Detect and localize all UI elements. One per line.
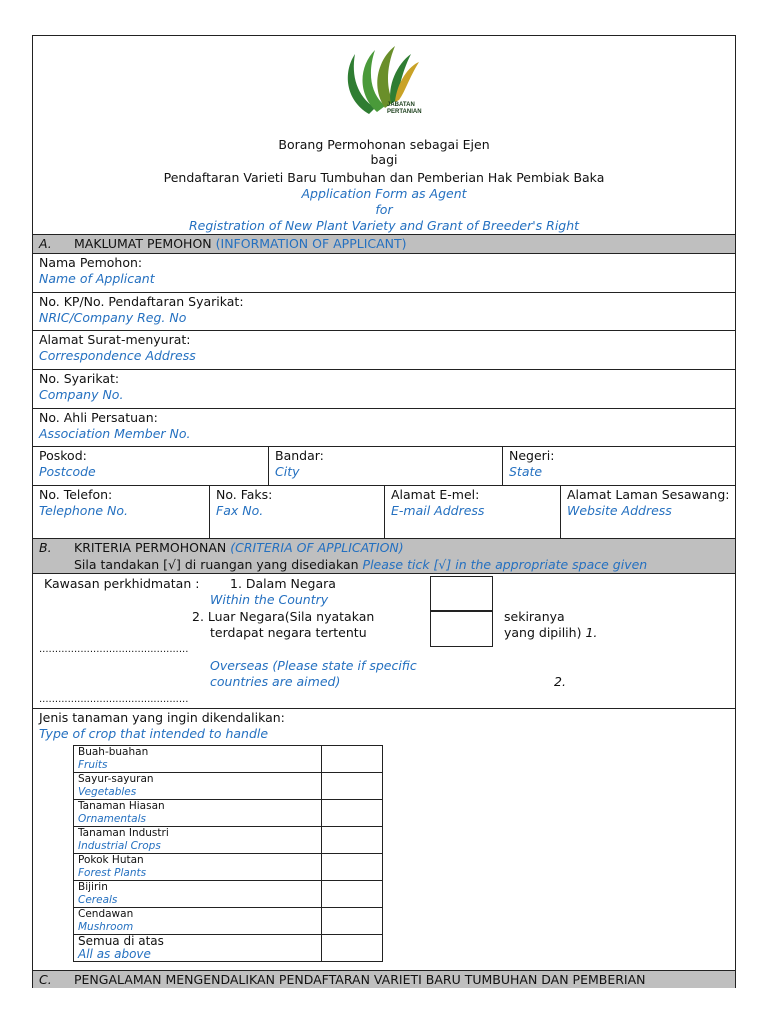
crop-checkbox[interactable] bbox=[322, 827, 383, 854]
crop-label-en: Ornamentals bbox=[78, 812, 146, 825]
field-label-en: NRIC/Company Reg. No bbox=[39, 310, 187, 325]
option-overseas-en: Overseas (Please state if specific bbox=[210, 658, 417, 673]
crop-row-cereals bbox=[74, 881, 383, 908]
crop-label-en: Fruits bbox=[78, 758, 108, 771]
country-number-1: 1. bbox=[585, 625, 598, 640]
crop-row-all bbox=[74, 935, 383, 962]
field-label-en: Company No. bbox=[39, 387, 124, 402]
service-area-label: Kawasan perkhidmatan : bbox=[44, 576, 200, 591]
field-fax[interactable] bbox=[209, 486, 384, 538]
section-c-title: PENGALAMAN MENGENDALIKAN PENDAFTARAN VARIETI BARU TUMBUHAN DAN PEMBERIAN bbox=[74, 972, 646, 987]
option-overseas-line2: terdapat negara tertentu bbox=[210, 625, 367, 640]
field-label: No. KP/No. Pendaftaran Syarikat: bbox=[39, 294, 244, 309]
option-within-country: 1. Dalam Negara bbox=[230, 576, 336, 591]
service-area-block bbox=[33, 573, 735, 708]
field-label-en: Postcode bbox=[39, 464, 96, 479]
crop-row-ornamentals bbox=[74, 800, 383, 827]
crop-type-label-en: Type of crop that intended to handle bbox=[39, 726, 269, 741]
field-label: Alamat E-mel: bbox=[391, 487, 480, 502]
crop-label: Tanaman Hiasan bbox=[78, 800, 165, 812]
crop-label: Tanaman Industri bbox=[78, 827, 169, 839]
option-overseas-en-2: countries are aimed) bbox=[210, 674, 341, 689]
crop-checkbox[interactable] bbox=[322, 800, 383, 827]
crop-type-block bbox=[33, 708, 735, 970]
section-b-instruction: Sila tandakan [√] di ruangan yang disediakan bbox=[74, 557, 359, 572]
field-label: Alamat Laman Sesawang: bbox=[567, 487, 730, 502]
section-b-header bbox=[33, 538, 735, 573]
section-a-title: MAKLUMAT PEMOHON bbox=[74, 236, 212, 251]
country-number-2: 2. bbox=[554, 674, 566, 689]
crop-checkbox[interactable] bbox=[322, 854, 383, 881]
crop-label-en: All as above bbox=[78, 946, 151, 961]
title-en-2: for bbox=[375, 202, 393, 217]
crop-row-vegetables bbox=[74, 773, 383, 800]
crop-label: Cendawan bbox=[78, 908, 134, 920]
title-ms-2: bagi bbox=[370, 152, 398, 167]
option-overseas: 2. Luar Negara(Sila nyatakan bbox=[192, 609, 375, 624]
field-label-en: State bbox=[509, 464, 543, 479]
crop-label-en: Industrial Crops bbox=[78, 839, 161, 852]
logo-text-2: PERTANIAN bbox=[387, 109, 422, 115]
field-state[interactable] bbox=[502, 447, 735, 485]
crop-label-en: Forest Plants bbox=[78, 866, 147, 879]
field-label-en: Website Address bbox=[567, 503, 672, 518]
crop-row-fruits bbox=[74, 746, 383, 773]
section-c-header bbox=[33, 970, 735, 988]
field-label-en: Fax No. bbox=[216, 503, 264, 518]
field-nric[interactable] bbox=[33, 292, 735, 330]
section-c-letter: C. bbox=[39, 972, 52, 987]
crop-checkbox[interactable] bbox=[322, 746, 383, 773]
section-b-title: KRITERIA PERMOHONAN bbox=[74, 540, 227, 555]
field-label: No. Ahli Persatuan: bbox=[39, 410, 158, 425]
country-entry-line-2[interactable]: ............................................... bbox=[39, 694, 189, 705]
title-ms-3: Pendaftaran Varieti Baru Tumbuhan dan Pemberian Hak Pembiak Baka bbox=[163, 170, 605, 185]
crop-label: Buah-buahan bbox=[78, 746, 149, 758]
section-b-instruction-en: Please tick [√] in the appropriate space given bbox=[362, 557, 648, 572]
crop-label-en: Cereals bbox=[78, 893, 118, 906]
crop-label: Bijirin bbox=[78, 881, 108, 893]
title-ms-1: Borang Permohonan sebagai Ejen bbox=[278, 137, 490, 152]
option-within-country-en: Within the Country bbox=[210, 592, 329, 607]
field-correspondence-address[interactable] bbox=[33, 330, 735, 369]
crop-checkbox[interactable] bbox=[322, 935, 383, 962]
field-label-en: Correspondence Address bbox=[39, 348, 196, 363]
location-row bbox=[33, 446, 735, 485]
field-email[interactable] bbox=[384, 486, 560, 538]
field-label-en: Telephone No. bbox=[39, 503, 129, 518]
overseas-checkbox[interactable] bbox=[430, 611, 493, 647]
field-postcode[interactable] bbox=[33, 447, 268, 485]
crop-row-mushroom bbox=[74, 908, 383, 935]
field-label-en: Association Member No. bbox=[39, 426, 191, 441]
field-website[interactable] bbox=[560, 486, 735, 538]
field-company-no[interactable] bbox=[33, 369, 735, 408]
logo-text-1: JABATAN bbox=[387, 102, 415, 108]
field-label: Alamat Surat-menyurat: bbox=[39, 332, 191, 347]
crop-checkbox[interactable] bbox=[322, 908, 383, 935]
field-association-member[interactable] bbox=[33, 408, 735, 446]
crop-checkbox[interactable] bbox=[322, 881, 383, 908]
crop-checkbox[interactable] bbox=[322, 773, 383, 800]
field-city[interactable] bbox=[268, 447, 502, 485]
field-telephone[interactable] bbox=[33, 486, 209, 538]
field-label-en: Name of Applicant bbox=[39, 271, 155, 286]
crop-label: Semua di atas bbox=[78, 934, 164, 948]
crop-label-en: Mushroom bbox=[78, 920, 134, 933]
field-label: Bandar: bbox=[275, 448, 324, 463]
crop-type-label: Jenis tanaman yang ingin dikendalikan: bbox=[39, 710, 285, 725]
title-en-3: Registration of New Plant Variety and Grant of Breeder's Right bbox=[188, 218, 580, 233]
option-overseas-side-2: yang dipilih) bbox=[504, 625, 582, 640]
crop-label: Sayur-sayuran bbox=[78, 773, 154, 785]
crop-row-industrial bbox=[74, 827, 383, 854]
field-label-en: City bbox=[275, 464, 300, 479]
section-b-title-en: (CRITERIA OF APPLICATION) bbox=[230, 540, 404, 555]
field-label: Nama Pemohon: bbox=[39, 255, 143, 270]
field-label-en: E-mail Address bbox=[391, 503, 485, 518]
country-entry-line-1[interactable]: ............................................... bbox=[39, 644, 189, 655]
section-a-title-en: (INFORMATION OF APPLICANT) bbox=[215, 236, 407, 251]
section-a-header bbox=[33, 234, 735, 253]
section-a-letter: A. bbox=[39, 236, 52, 251]
field-label: No. Telefon: bbox=[39, 487, 113, 502]
field-label: Negeri: bbox=[509, 448, 555, 463]
within-country-checkbox[interactable] bbox=[430, 576, 493, 611]
application-form bbox=[32, 35, 736, 988]
crop-label-en: Vegetables bbox=[78, 785, 137, 798]
field-label: No. Faks: bbox=[216, 487, 273, 502]
field-label: No. Syarikat: bbox=[39, 371, 120, 386]
title-en-1: Application Form as Agent bbox=[301, 186, 467, 201]
section-b-letter: B. bbox=[39, 540, 52, 555]
crop-type-table bbox=[73, 745, 383, 962]
jabatan-pertanian-logo bbox=[331, 42, 441, 124]
crop-row-forest bbox=[74, 854, 383, 881]
contact-row bbox=[33, 485, 735, 538]
option-overseas-side-1: sekiranya bbox=[504, 609, 565, 624]
crop-label: Pokok Hutan bbox=[78, 854, 144, 866]
field-applicant-name[interactable] bbox=[33, 253, 735, 292]
field-label: Poskod: bbox=[39, 448, 87, 463]
